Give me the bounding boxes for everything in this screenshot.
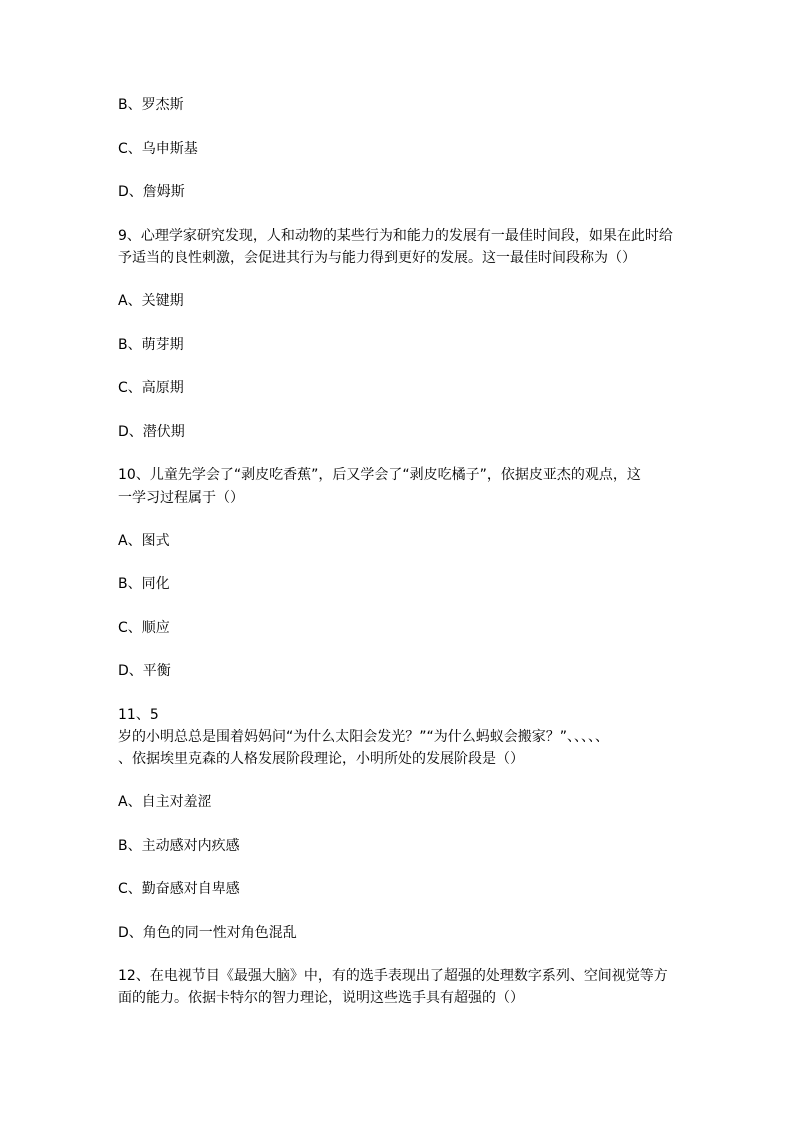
q10-option-c: C、顺应: [118, 620, 170, 636]
q9-stem-line2: 予适当的良性刺激，会促进其行为与能力得到更好的发展。这一最佳时间段称为（）: [118, 250, 636, 266]
q9-option-b: B、萌芽期: [118, 337, 184, 353]
q10-stem-line2: 一学习过程属于（）: [118, 490, 244, 506]
q8-option-c: C、乌申斯基: [118, 141, 198, 157]
q11-stem-line3: 、依据埃里克森的人格发展阶段理论，小明所处的发展阶段是（）: [118, 751, 524, 767]
q8-option-d: D、詹姆斯: [118, 184, 185, 200]
q9-option-a: A、关键期: [118, 293, 184, 309]
q12-stem-line1: 12、在电视节目《最强大脑》中，有的选手表现出了超强的处理数字系列、空间视觉等方: [118, 968, 668, 984]
q11-option-c: C、勤奋感对自卑感: [118, 881, 240, 897]
q9-stem-line1: 9、心理学家研究发现，人和动物的某些行为和能力的发展有一最佳时间段，如果在此时给: [118, 228, 673, 244]
q9-option-c: C、高原期: [118, 380, 184, 396]
q11-stem-line1: 11、5: [118, 707, 159, 723]
q9-option-d: D、潜伏期: [118, 424, 185, 440]
q10-option-d: D、平衡: [118, 663, 171, 679]
q11-option-a: A、自主对羞涩: [118, 794, 212, 810]
q11-option-d: D、角色的同一性对角色混乱: [118, 925, 297, 941]
q10-option-a: A、图式: [118, 533, 170, 549]
q12-stem-line2: 面的能力。依据卡特尔的智力理论，说明这些选手具有超强的（）: [118, 990, 524, 1006]
q11-stem-line2: 岁的小明总总是围着妈妈问“为什么太阳会发光？”“为什么蚂蚁会搬家？”、、、、、: [118, 729, 610, 745]
q10-stem-line1: 10、儿童先学会了“剥皮吃香蕉”，后又学会了“剥皮吃橘子”，依据皮亚杰的观点，这: [118, 467, 641, 483]
q11-option-b: B、主动感对内疚感: [118, 838, 240, 854]
q10-option-b: B、同化: [118, 576, 170, 592]
q8-option-b: B、罗杰斯: [118, 97, 184, 113]
